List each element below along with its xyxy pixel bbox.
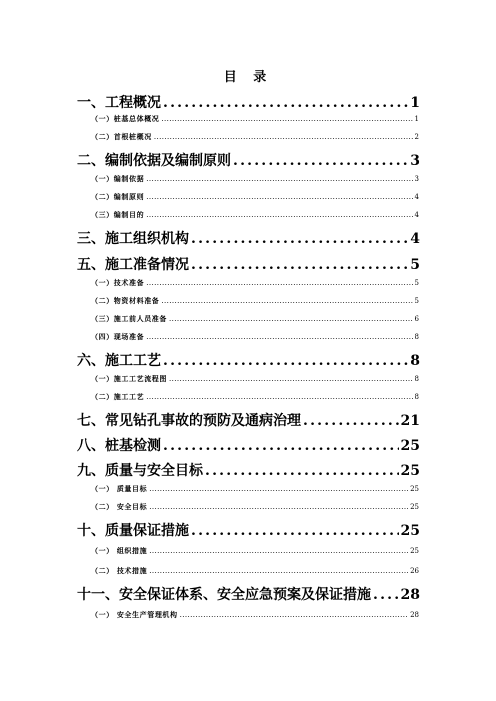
toc-entry[interactable] — [91, 332, 419, 342]
toc-entry[interactable] — [91, 484, 419, 494]
toc-entry-page: 4 — [414, 193, 419, 201]
toc-entry[interactable] — [77, 460, 420, 480]
toc-title: 目 录 — [223, 70, 273, 85]
dot-leader — [373, 587, 399, 603]
dot-leader — [191, 231, 408, 247]
toc-entry-page: 5 — [414, 297, 419, 305]
toc-entry[interactable] — [91, 392, 419, 402]
toc-entry[interactable] — [91, 210, 419, 220]
toc-entry-label: （一）桩基总体概况 — [91, 114, 160, 123]
dot-leader — [191, 523, 399, 539]
toc-entry-label: 十一、安全保证体系、安全应急预案及保证措施 — [77, 587, 371, 603]
toc-entry-label: （四）现场准备 — [91, 332, 145, 341]
toc-entry[interactable] — [91, 174, 419, 184]
toc-entry[interactable] — [77, 435, 420, 455]
toc-entry-label: （一） 组织措施 — [91, 546, 148, 555]
toc-entry[interactable] — [77, 520, 420, 540]
dot-leader — [233, 153, 408, 169]
toc-entry-page: 1 — [410, 95, 420, 111]
toc-entry-page: 25 — [400, 523, 420, 539]
toc-entry-page: 25 — [410, 485, 419, 493]
toc-entry-page: 4 — [410, 231, 420, 247]
toc-entry-page: 21 — [400, 413, 420, 429]
toc-entry-label: 七、常见钻孔事故的预防及通病治理 — [77, 413, 301, 429]
toc-entry-label: （二）施工工艺 — [91, 392, 145, 401]
toc-entry-label: （一） 安全生产管理机构 — [91, 610, 178, 619]
toc-entry[interactable] — [77, 350, 420, 370]
toc-entry[interactable] — [77, 410, 420, 430]
toc-entry[interactable] — [91, 132, 419, 142]
toc-entry-page: 5 — [414, 279, 419, 287]
toc-entry-page: 8 — [414, 375, 419, 383]
toc-entry[interactable] — [77, 228, 420, 248]
toc-entry[interactable] — [91, 374, 419, 384]
dot-leader — [303, 413, 399, 429]
toc-entry-page: 3 — [414, 175, 419, 183]
toc-entry-page: 8 — [414, 393, 419, 401]
toc-entry-label: 三、施工组织机构 — [77, 231, 189, 247]
dot-leader — [191, 257, 408, 273]
toc-entry-label: （二）编制原则 — [91, 192, 145, 201]
dot-leader — [149, 485, 408, 493]
dot-leader — [180, 611, 408, 619]
toc-entry-page: 28 — [400, 587, 420, 603]
dot-leader — [163, 438, 399, 454]
dot-leader — [169, 375, 413, 383]
dot-leader — [163, 353, 408, 369]
dot-leader — [163, 95, 408, 111]
toc-entry-label: 十、质量保证措施 — [77, 523, 189, 539]
dot-leader — [146, 211, 412, 219]
toc-entry-label: 一、工程概况 — [77, 95, 161, 111]
dot-leader — [146, 193, 412, 201]
toc-entry-label: （二）物资材料准备 — [91, 296, 160, 305]
toc-entry-page: 26 — [410, 567, 419, 575]
toc-entry[interactable] — [91, 296, 419, 306]
toc-entry-page: 8 — [414, 333, 419, 341]
toc-entry-page: 28 — [410, 611, 419, 619]
dot-leader — [169, 315, 413, 323]
toc-entry-page: 6 — [414, 315, 419, 323]
toc-entry[interactable] — [77, 92, 420, 112]
dot-leader — [149, 567, 408, 575]
toc-entry-label: （一）技术准备 — [91, 278, 145, 287]
toc-entry-page: 25 — [410, 503, 419, 511]
toc-entry[interactable] — [91, 502, 419, 512]
toc-entry[interactable] — [91, 192, 419, 202]
toc-entry-label: （二） 安全目标 — [91, 502, 148, 511]
dot-leader — [146, 333, 412, 341]
toc-entry[interactable] — [77, 254, 420, 274]
toc-entry-label: 八、桩基检测 — [77, 438, 161, 454]
toc-entry-label: （二） 技术措施 — [91, 566, 148, 575]
toc-entry-label: （二）首根桩概况 — [91, 132, 152, 141]
dot-leader — [146, 393, 412, 401]
toc-entry[interactable] — [91, 314, 419, 324]
toc-entry-page: 8 — [410, 353, 420, 369]
toc-entry-label: 六、施工工艺 — [77, 353, 161, 369]
dot-leader — [146, 175, 412, 183]
toc-entry-label: （三）编制目的 — [91, 210, 145, 219]
toc-entry-label: 九、质量与安全目标 — [77, 463, 203, 479]
toc-entry-label: （一）施工工艺流程图 — [91, 374, 167, 383]
toc-entry-label: 五、施工准备情况 — [77, 257, 189, 273]
dot-leader — [205, 463, 399, 479]
toc-entry-page: 4 — [414, 211, 419, 219]
dot-leader — [149, 547, 408, 555]
toc-entry-page: 5 — [410, 257, 420, 273]
toc-entry[interactable] — [91, 610, 419, 620]
toc-entry-label: （三）施工前人员准备 — [91, 314, 167, 323]
toc-entry[interactable] — [91, 566, 419, 576]
toc-entry-page: 25 — [400, 463, 420, 479]
toc-entry-page: 1 — [414, 115, 419, 123]
dot-leader — [161, 115, 412, 123]
toc-entry-label: 二、编制依据及编制原则 — [77, 153, 231, 169]
dot-leader — [161, 297, 412, 305]
toc-entry-page: 25 — [410, 547, 419, 555]
toc-entry-label: （一）编制依据 — [91, 174, 145, 183]
dot-leader — [154, 133, 413, 141]
toc-entry-page: 25 — [400, 438, 420, 454]
toc-entry[interactable] — [91, 114, 419, 124]
toc-entry[interactable] — [77, 150, 420, 170]
toc-entry-label: （一） 质量目标 — [91, 484, 148, 493]
toc-entry[interactable] — [91, 546, 419, 556]
toc-entry[interactable] — [77, 584, 420, 604]
toc-entry-page: 2 — [414, 133, 419, 141]
toc-entry[interactable] — [91, 278, 419, 288]
dot-leader — [146, 279, 412, 287]
toc-entry-page: 3 — [410, 153, 420, 169]
dot-leader — [149, 503, 408, 511]
